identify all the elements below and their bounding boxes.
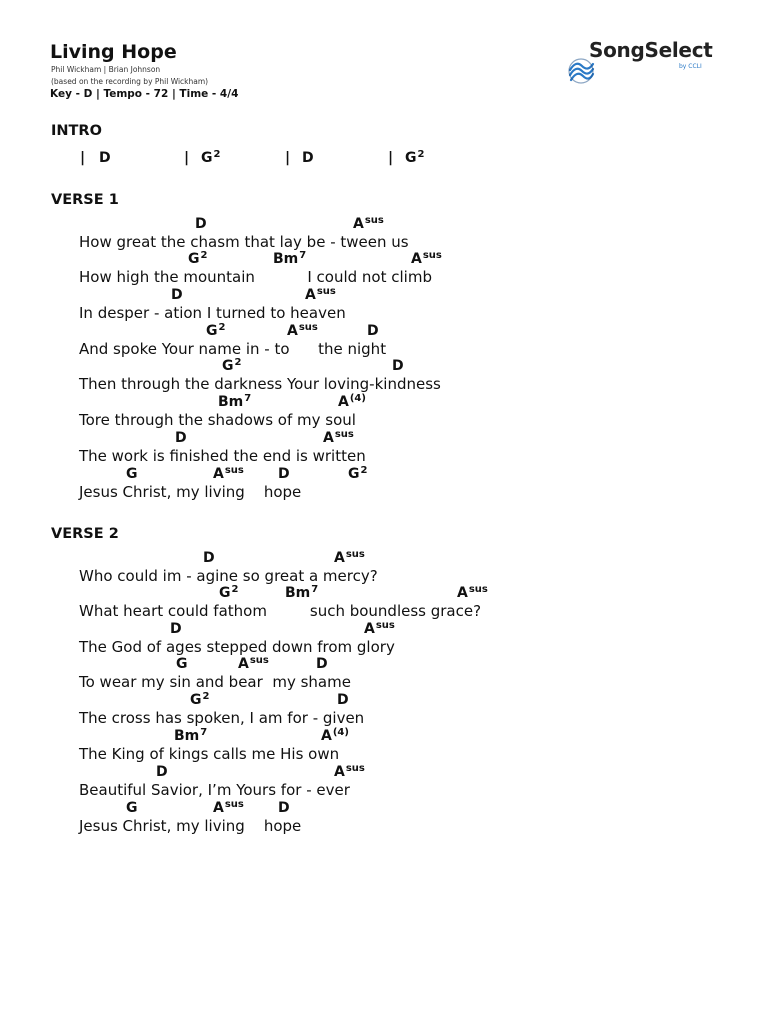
lyric-line: Then through the darkness Your loving-kindness <box>79 375 441 393</box>
chord-root: A <box>321 728 332 744</box>
chord-extension: sus <box>334 429 354 440</box>
chord-root: Bm <box>285 585 311 601</box>
chord-root: A <box>213 800 224 816</box>
chord-extension: 7 <box>311 584 319 595</box>
chord-root: G <box>201 150 213 166</box>
bar-line: | <box>388 150 394 166</box>
chord-root: G <box>222 358 234 374</box>
chord-extension: 2 <box>218 322 226 333</box>
chord <box>392 358 404 374</box>
chord-root: Bm <box>174 728 200 744</box>
chord <box>305 287 336 303</box>
chord-root: D <box>392 358 404 374</box>
chord-root: D <box>302 150 314 166</box>
chord <box>278 466 290 482</box>
chord-extension: sus <box>249 655 269 666</box>
chord-root: G <box>348 466 360 482</box>
chord-root: A <box>353 216 364 232</box>
chord-root: G <box>405 150 417 166</box>
chord-root: D <box>99 150 111 166</box>
chord-extension: sus <box>224 465 244 476</box>
chord-extension: 2 <box>213 149 221 160</box>
chord <box>348 466 367 482</box>
chord <box>190 692 209 708</box>
chord-root: A <box>411 251 422 267</box>
chord <box>405 150 424 166</box>
chord-root: D <box>171 287 183 303</box>
chord-root: A <box>323 430 334 446</box>
chord <box>99 150 111 166</box>
chord <box>213 466 244 482</box>
chord <box>222 358 241 374</box>
chord-extension: sus <box>345 549 365 560</box>
chord-extension: 2 <box>417 149 425 160</box>
chord-extension: sus <box>364 215 384 226</box>
chord-extension: 7 <box>200 727 208 738</box>
chord <box>285 585 318 601</box>
chord-extension: 7 <box>299 250 307 261</box>
lyric-line: What heart could fathom such boundless grace? <box>79 602 482 620</box>
chord-root: A <box>213 466 224 482</box>
chord-extension: 2 <box>200 250 208 261</box>
lyric-line: How high the mountain I could not climb <box>79 268 432 286</box>
chord-root: Bm <box>218 394 244 410</box>
bar-line: | <box>285 150 291 166</box>
chord-extension: sus <box>422 250 442 261</box>
lyric-line: Tore through the shadows of my soul <box>79 411 356 429</box>
chord <box>338 394 366 410</box>
chord <box>364 621 395 637</box>
chord <box>411 251 442 267</box>
songselect-logo <box>557 38 713 126</box>
song-writers: Phil Wickham | Brian Johnson <box>51 65 161 74</box>
chord-root: D <box>367 323 379 339</box>
chord <box>353 216 384 232</box>
chord <box>126 466 138 482</box>
lyric-line: Who could im - agine so great a mercy? <box>79 567 378 585</box>
chord <box>218 394 251 410</box>
chord <box>175 430 187 446</box>
chord <box>219 585 238 601</box>
chord-root: D <box>337 692 349 708</box>
chord <box>126 800 138 816</box>
chord-extension: 7 <box>244 393 252 404</box>
chord <box>171 287 183 303</box>
chord-root: G <box>188 251 200 267</box>
chord <box>302 150 314 166</box>
lyric-line: The cross has spoken, I am for - given <box>79 709 365 727</box>
recording-credit: (based on the recording by Phil Wickham) <box>51 77 209 86</box>
lyric-line: Jesus Christ, my living hope <box>79 483 302 501</box>
section-heading: VERSE 2 <box>51 526 119 542</box>
chord-root: G <box>126 800 138 816</box>
chord-root: D <box>203 550 215 566</box>
chord-root: A <box>334 764 345 780</box>
chord-root: D <box>316 656 328 672</box>
chord <box>334 550 365 566</box>
chord <box>457 585 488 601</box>
chord-root: A <box>334 550 345 566</box>
chord-root: A <box>287 323 298 339</box>
chord-root: D <box>195 216 207 232</box>
chord-root: G <box>126 466 138 482</box>
chord <box>287 323 318 339</box>
chord <box>206 323 225 339</box>
lyric-line: Jesus Christ, my living hope <box>79 817 302 835</box>
chord <box>201 150 220 166</box>
chord-extension: 2 <box>234 357 242 368</box>
chord <box>278 800 290 816</box>
chord-root: A <box>338 394 349 410</box>
chord <box>176 656 188 672</box>
chord-root: A <box>457 585 468 601</box>
chord <box>203 550 215 566</box>
chord-root: G <box>190 692 202 708</box>
chord-extension: (4) <box>349 393 366 404</box>
chord-extension: 2 <box>360 465 368 476</box>
chord <box>195 216 207 232</box>
chord-extension: (4) <box>332 727 349 738</box>
lyric-line: Beautiful Savior, I’m Yours for - ever <box>79 781 350 799</box>
logo-by-ccli: by CCLI <box>679 63 702 70</box>
chord-root: D <box>170 621 182 637</box>
chord <box>213 800 244 816</box>
chord-root: G <box>219 585 231 601</box>
chord <box>316 656 328 672</box>
bar-line: | <box>184 150 190 166</box>
chord <box>238 656 269 672</box>
chord-root: Bm <box>273 251 299 267</box>
lyric-line: How great the chasm that lay be - tween us <box>79 233 409 251</box>
lyric-line: To wear my sin and bear my shame <box>79 673 351 691</box>
song-key-tempo-time: Key - D | Tempo - 72 | Time - 4/4 <box>50 88 239 100</box>
chord-root: D <box>156 764 168 780</box>
chord <box>188 251 207 267</box>
song-title: Living Hope <box>50 41 177 63</box>
chord-root: D <box>175 430 187 446</box>
lyric-line: And spoke Your name in - to the night <box>79 340 387 358</box>
chord <box>273 251 306 267</box>
chord-extension: sus <box>468 584 488 595</box>
lyric-line: In desper - ation I turned to heaven <box>79 304 346 322</box>
chord <box>174 728 207 744</box>
bar-line: | <box>80 150 86 166</box>
chord-extension: sus <box>298 322 318 333</box>
logo-text: SongSelect <box>589 38 713 62</box>
chord-root: G <box>176 656 188 672</box>
chord-extension: 2 <box>231 584 239 595</box>
chord-extension: sus <box>345 763 365 774</box>
chord-root: A <box>238 656 249 672</box>
chord <box>367 323 379 339</box>
lyric-line: The God of ages stepped down from glory <box>79 638 395 656</box>
section-heading: VERSE 1 <box>51 192 119 208</box>
chord-root: A <box>364 621 375 637</box>
chord <box>334 764 365 780</box>
chord <box>170 621 182 637</box>
chord <box>156 764 168 780</box>
chord-extension: sus <box>224 799 244 810</box>
chord-extension: 2 <box>202 691 210 702</box>
chord-root: D <box>278 800 290 816</box>
lyric-line: The work is finished the end is written <box>79 447 366 465</box>
chord <box>321 728 349 744</box>
chord <box>323 430 354 446</box>
chord-root: A <box>305 287 316 303</box>
chord-extension: sus <box>316 286 336 297</box>
chord-extension: sus <box>375 620 395 631</box>
chord <box>337 692 349 708</box>
lyric-line: The King of kings calls me His own <box>79 745 340 763</box>
chord-root: G <box>206 323 218 339</box>
chord-root: D <box>278 466 290 482</box>
section-heading: INTRO <box>51 123 102 139</box>
